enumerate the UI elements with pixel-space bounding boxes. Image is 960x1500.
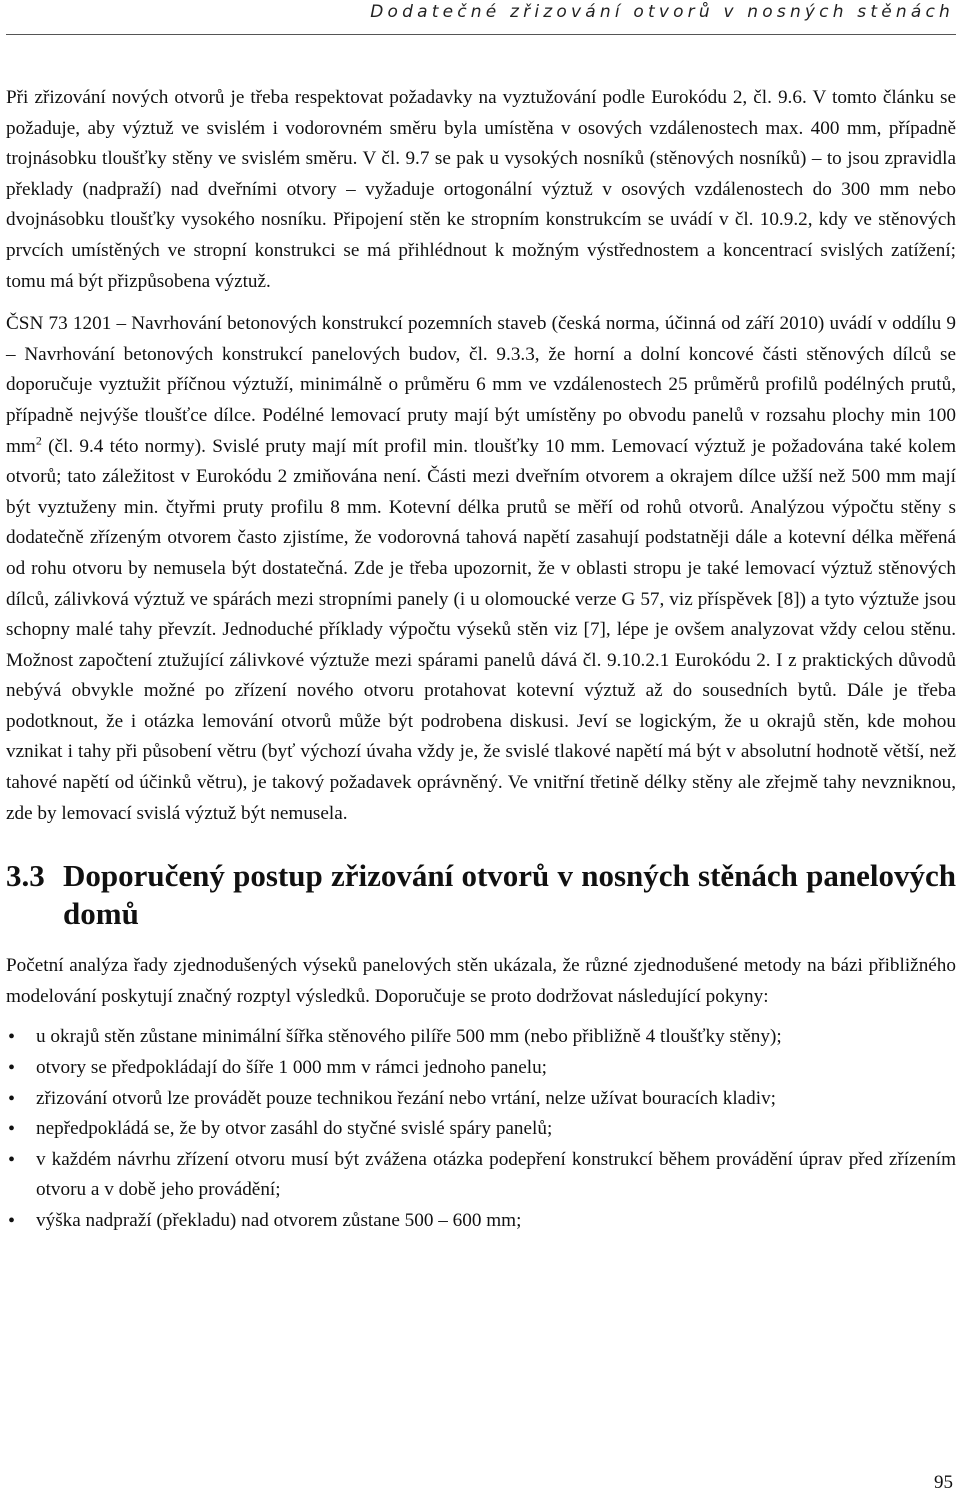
paragraph-csn-part2: (čl. 9.4 této normy). Svislé pruty mají mít profil min. tloušťky 10 mm. Lemovací výztuž je požadována také kolem otvorů; tato záležitost v Eurokódu 2 zmiňována není. Části mezi dveřním otvorem a okrajem dílce užší než 500 mm mají být vyztuženy min. čtyřmi pruty profilu 8 mm. Kotevní délka prutů se měří od rohů otvorů. Analýzou výpočtu stěny s dodatečně zřízeným otvorem často zjistíme, že vodorovná tahová napětí zasahují podstatněji dále a kotevní délka měřená od rohu otvoru by nemusela být dostatečná. Zde je třeba upozornit, že v oblasti stropu je také lemovací výztuž stěnových dílců, zálivková výztuž ve spárách mezi stropními panely (i u olomoucké verze G 57, viz příspěvek [8]) a tyto výztuže jsou schopny malé tahy převzít. Jednoduché příklady výpočtu výseků stěn viz [7], lépe je ovšem analyzovat vždy celou stěnu. Možnost započtení ztužující zálivkové výztuže mezi spárami panelů dává čl. 9.10.2.1 Eurokódu 2. I z praktických důvodů nebývá obvykle možné po zřízení nového otvoru protahovat kotevní výztuž až do sousedních bytů. Dále je třeba podotknout, že i otázka lemování otvorů může být podrobena diskusi. Jeví se logickým, že u okrajů stěn, kde mohou vznikat i tahy při působení větru (byť výchozí úvaha vždy je, že svislé tlakové napětí má být v absolutní hodnotě větší, než tahové napětí od účinků větru), je takový požadavek oprávněný. Ve vnitřní třetině délky stěny ale zřejmě tahy nevzniknou, zde by lemovací svislá výztuž být nemusela. [6,435,956,824]
paragraph-eurocode: Při zřizování nových otvorů je třeba respektovat požadavky na vyztužování podle Eurokódu 2, čl. 9.6. V tomto článku se požaduje, aby výztuž ve svislém i vodorovném směru byla umístěna v osových vzdálenostech max. 400 mm, případně trojnásobku tloušťky stěny ve svislém směru. V čl. 9.7 se pak u vysokých nosníků (stěnových nosníků) – to jsou zpravidla překlady (nadpraží) nad dveřními otvory – vyžaduje ortogonální výztuž v osových vzdálenostech do 300 mm nebo dvojnásobku tloušťky vysokého nosníku. Připojení stěn ke stropním konstrukcím se uvádí v čl. 10.9.2, kdy ve stěnových prvcích umístěných ve stropní konstrukci se má přihlédnout k možným výstřednostem a koncentrací svislých zatížení; tomu má být přizpůsobena výztuž. [6,87,956,292]
running-header: Dodatečné zřizování otvorů v nosných stěnách [370,2,954,22]
section-heading [6,857,956,933]
body-text [6,83,956,1237]
section-title: Doporučený postup zřizování otvorů v nosných stěnách panelových domů [63,858,956,932]
list-item: • nepředpokládá se, že by otvor zasáhl do styčné svislé spáry panelů; [6,1114,956,1145]
recommendation-list [6,1022,956,1236]
list-item: • výška nadpraží (překladu) nad otvorem zůstane 500 – 600 mm; [6,1206,956,1237]
list-item: • u okrajů stěn zůstane minimální šířka stěnového pilíře 500 mm (nebo přibližně 4 tloušťky stěny); [6,1022,956,1053]
header-divider [6,34,956,35]
list-item: • zřizování otvorů lze provádět pouze technikou řezání nebo vrtání, nelze užívat bouracích kladiv; [6,1084,956,1115]
section-intro: Početní analýza řady zjednodušených výseků panelových stěn ukázala, že různé zjednodušené metody na bázi přibližného modelování poskytují značný rozptyl výsledků. Doporučuje se proto dodržovat následující pokyny: [6,955,956,1007]
paragraph-csn-part1: ČSN 73 1201 – Navrhování betonových konstrukcí pozemních staveb (česká norma, účinná od září 2010) uvádí v oddílu 9 – Navrhování betonových konstrukcí panelových budov, čl. 9.3.3, že horní a dolní koncové části stěnových dílců se doporučuje vyztužit příčnou výztuží, minimálně o průměru 6 mm ve vzdálenostech 25 průměrů profilů podélných prutů, případně nejvýše tloušťce dílce. Podélné lemovací pruty mají být umístěny po obvodu panelů v rozsahu plochy min 100 mm [6,313,956,457]
superscript-2: 2 [35,433,42,448]
paragraph-csn [6,309,956,829]
list-item: • v každém návrhu zřízení otvoru musí být zvážena otázka podepření konstrukcí během provádění úprav před zřízením otvoru a v době jeho provádění; [6,1145,956,1206]
section-number: 3.3 [6,858,45,894]
list-item: • otvory se předpokládají do šíře 1 000 mm v rámci jednoho panelu; [6,1053,956,1084]
page-number: 95 [934,1472,953,1493]
